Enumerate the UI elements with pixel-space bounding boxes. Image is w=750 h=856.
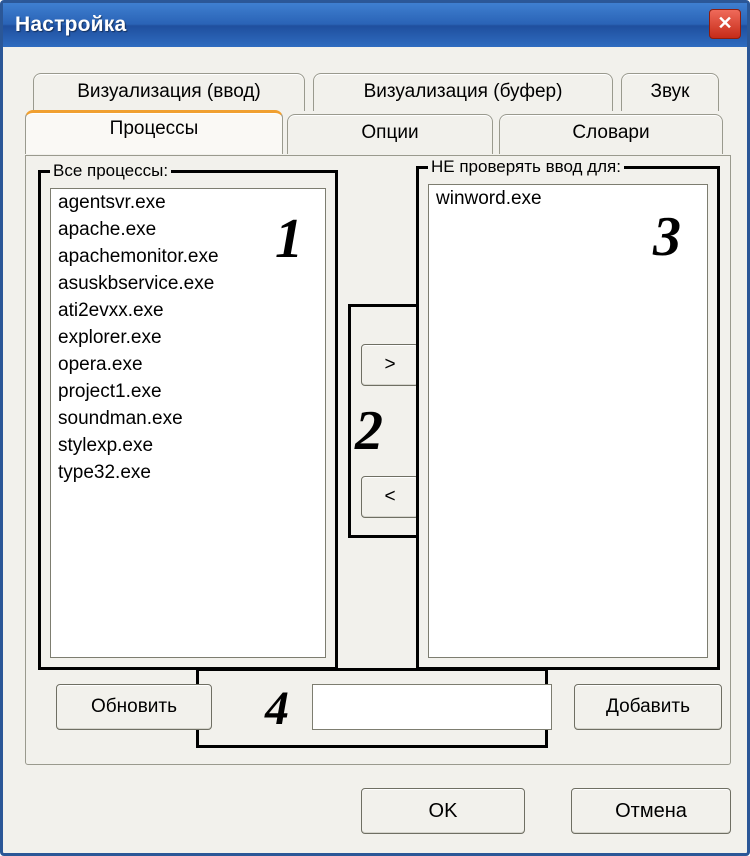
tab-sound[interactable]: Звук <box>621 73 719 111</box>
all-processes-label: Все процессы: <box>50 161 171 181</box>
list-item[interactable]: opera.exe <box>58 354 143 375</box>
list-item[interactable]: project1.exe <box>58 381 162 402</box>
close-icon[interactable]: ✕ <box>709 9 741 39</box>
tab-strip <box>3 47 747 157</box>
marker-2: 2 <box>355 400 383 462</box>
list-item[interactable]: soundman.exe <box>58 408 183 429</box>
tab-visualization-input[interactable]: Визуализация (ввод) <box>33 73 305 111</box>
list-item[interactable]: apache.exe <box>58 219 157 240</box>
tab-dictionaries[interactable]: Словари <box>499 114 723 154</box>
refresh-button[interactable]: Обновить <box>56 684 212 730</box>
move-left-button[interactable]: < <box>361 476 419 518</box>
list-item[interactable]: ati2evxx.exe <box>58 300 164 321</box>
cancel-button[interactable]: Отмена <box>571 788 731 834</box>
move-right-button[interactable]: > <box>361 344 419 386</box>
process-name-input[interactable] <box>312 684 552 730</box>
window-title: Настройка <box>15 13 127 36</box>
tab-visualization-buffer[interactable]: Визуализация (буфер) <box>313 73 613 111</box>
ok-button[interactable]: OK <box>361 788 525 834</box>
list-item[interactable]: explorer.exe <box>58 327 162 348</box>
title-bar <box>3 3 747 47</box>
list-item[interactable]: apachemonitor.exe <box>58 246 219 267</box>
skip-list-label: НЕ проверять ввод для: <box>428 157 624 177</box>
list-item[interactable]: agentsvr.exe <box>58 192 166 213</box>
marker-3: 3 <box>653 206 681 268</box>
list-item[interactable]: type32.exe <box>58 462 151 483</box>
list-item[interactable]: stylexp.exe <box>58 435 154 456</box>
tab-processes[interactable]: Процессы <box>25 110 283 154</box>
add-button[interactable]: Добавить <box>574 684 722 730</box>
marker-4: 4 <box>265 682 289 735</box>
marker-1: 1 <box>275 208 303 270</box>
tab-options[interactable]: Опции <box>287 114 493 154</box>
list-item[interactable]: winword.exe <box>436 188 542 209</box>
list-item[interactable]: asuskbservice.exe <box>58 273 215 294</box>
